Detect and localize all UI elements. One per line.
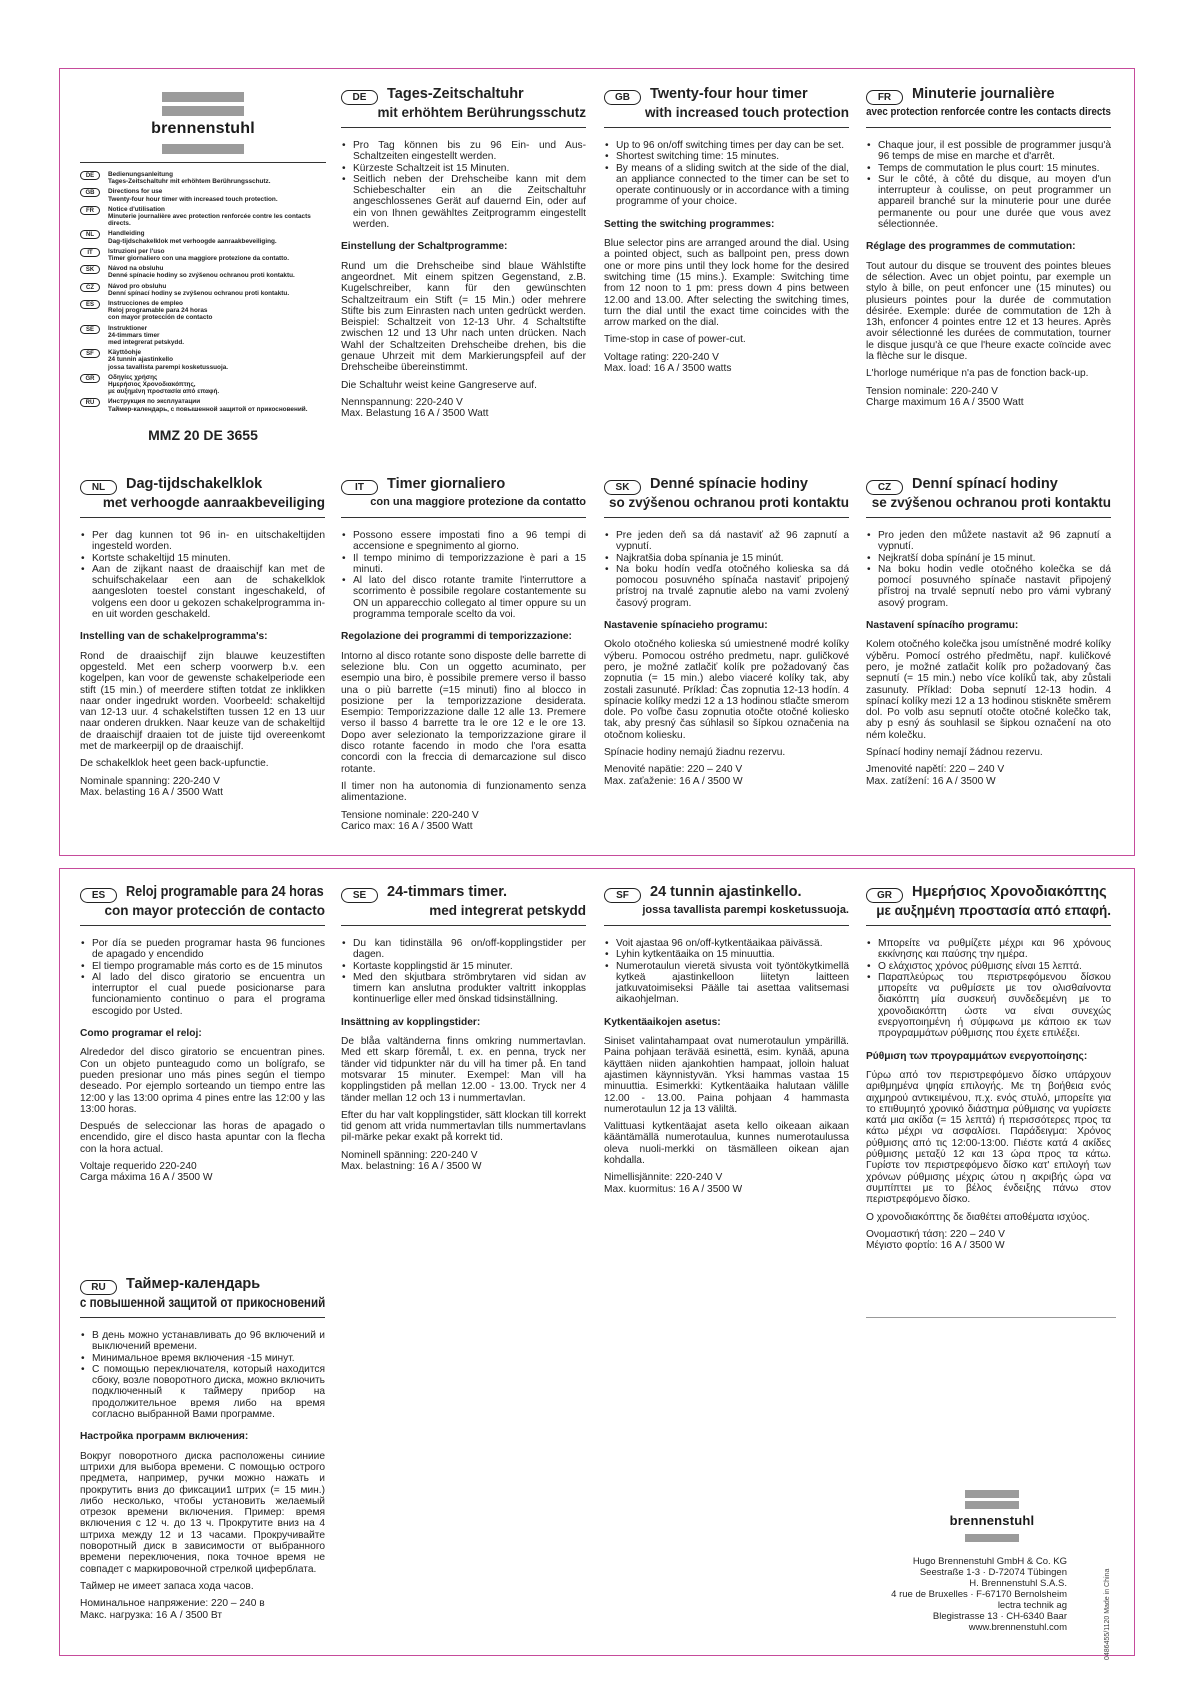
feature-list xyxy=(604,140,849,208)
spec-line: Max. belastning: 16 A / 3500 W xyxy=(341,1161,482,1173)
feature-item: • Temps de commutation le plus court: 15 minutes. xyxy=(866,163,1111,174)
feature-item: • Por día se pueden programar hasta 96 funciones de apagado y encendido xyxy=(80,938,325,961)
language-entry xyxy=(80,171,326,185)
feature-list xyxy=(604,938,849,1006)
section-it xyxy=(341,476,586,832)
feature-item: • Na boku hodin vedle otočného kolečka se dá pomocí posuvného spínače nastavit připojený přístroj na trvalé sepnutí nebo pro vámi vybraný asový program. xyxy=(866,564,1111,609)
section-de xyxy=(341,86,586,420)
section-title: Denní spínací hodiny xyxy=(912,476,1058,492)
feature-item: • Numerotaulun vieretä sivusta voit työntökytkimellä kytkeä ajastinkelloon liitetyn laitteen jatkuvatoimiseksi Päälle tai asettaa valitsemasi aikaohjelman. xyxy=(604,961,849,1006)
language-badge: GR xyxy=(80,374,100,383)
language-badge: DE xyxy=(80,171,100,180)
language-entry-text: Istruzioni per l'uso xyxy=(108,247,165,255)
instructions-heading: Como programar el reloj: xyxy=(80,1028,202,1040)
language-badge: GR xyxy=(866,888,903,903)
spec-line: Menovité napätie: 220 – 240 V xyxy=(604,764,743,776)
spec-line: Carga máxima 16 A / 3500 W xyxy=(80,1172,213,1184)
instructions-paragraph: De blåa valtänderna finns omkring nummertavlan. Med ett skarp föremål, t. ex. en penna, tryck ner tänder vid tidpunkter när du vill ha timer på. En tand motsvarar 15 minuter. Exempel: Man vill ha kopplingstiden på mellan 12.00 - 13.00. Tryck ner 4 tänder mellan 12 och 13 i nummertavlan. xyxy=(341,1036,586,1104)
language-badge: NL xyxy=(80,230,100,239)
language-entry-text: con mayor protección de contacto xyxy=(108,314,213,322)
section-heading xyxy=(80,884,325,926)
footer-logo xyxy=(932,1490,1052,1546)
language-entry xyxy=(80,188,326,202)
section-title: Reloj programable para 24 horas xyxy=(126,884,324,900)
instructions-heading: Setting the switching programmes: xyxy=(604,218,775,230)
section-subtitle: met verhoogde aanraakbeveiliging xyxy=(102,495,325,510)
feature-list xyxy=(604,530,849,609)
feature-item: • Najkratšia doba spínania je 15 minút. xyxy=(604,553,849,564)
language-entry xyxy=(80,230,326,244)
language-badge: ES xyxy=(80,300,100,309)
section-se xyxy=(341,884,586,1173)
language-badge: SK xyxy=(604,480,641,495)
language-badge: ES xyxy=(80,888,117,903)
feature-item: • Kortaste kopplingstid är 15 minuter. xyxy=(341,961,586,972)
instructions-paragraph: Spínací hodiny nemají žádnou rezervu. xyxy=(866,747,1043,759)
section-es xyxy=(80,884,325,1184)
section-title: Tages-Zeitschaltuhr xyxy=(387,86,524,102)
feature-item: • В день можно устанавливать до 96 включений и выключений времени. xyxy=(80,1330,325,1353)
spec-line: Voltaje requerido 220-240 xyxy=(80,1161,197,1173)
section-heading xyxy=(79,1276,325,1318)
language-entry xyxy=(80,300,326,322)
instructions-paragraph: Valittuasi kytkentäajat aseta kello oikeaan aikaan kääntämällä numerotaulua, kunnes numerotaulussa oleva nuoli-merkki on täsmälleen oikean ajan kohdalla. xyxy=(604,1121,849,1167)
instructions-paragraph: Tout autour du disque se trouvent des pointes bleues de sélection. Avec un objet pointu, par exemple un stylo à bille, on peut enfoncer une (15 minutes) ou plusieurs pointes pour la durée de commutation désirée. Exemple: durée de commutation de 12h à 13h, enfoncer 4 pointes entre 12 et 13 heures. Après avoir sélectionné les durées de commutation, tourner le disque jusqu'à ce que l'heure exacte coïncide avec la flèche sur le disque. xyxy=(866,260,1111,363)
instructions-heading: Insättning av kopplingstider: xyxy=(341,1016,481,1028)
instructions-paragraph: Kolem otočného kolečka jsou umístněné modré kolíky výběru. Pomocí ostrého předmětu, např. kuličkové pero, je možné zatlačit kolík pro požadovaný čas sepnutí (= 15 min.) nebo více kolíků tak, aby zůstali zasunuty. Příklad: Doba sepnutí 12-13 hodin. 4 spínací kolíky mezi 12 a 13 hodinou stiskněte směrem dol. Po volb asu sepnutí otočte otočné kolečko tak, aby p esný ás souhlasil se šipkou označení na oto ném kolečku. xyxy=(866,639,1111,741)
feature-item: • Lyhin kytkentäaika on 15 minuuttia. xyxy=(604,949,849,960)
language-entry-text: Таймер-календарь, с повышенной защитой от прикосновений. xyxy=(108,405,308,413)
language-entry-text: Reloj programable para 24 horas xyxy=(108,307,208,315)
section-sf xyxy=(604,884,849,1195)
language-badge: CZ xyxy=(80,283,100,292)
section-title: Minuterie journalière xyxy=(912,86,1055,102)
instructions-heading: Einstellung der Schaltprogramme: xyxy=(341,241,508,253)
language-badge: SF xyxy=(80,349,100,358)
feature-item: • Il tempo minimo di temporizzazione è pari a 15 minuti. xyxy=(341,553,586,576)
feature-item: • Ο ελάχιστος χρόνος ρύθμισης είναι 15 λεπτά. xyxy=(866,961,1111,972)
instructions-paragraph: Γύρω από τον περιστρεφόμενο δίσκο υπάρχουν αριθμημένα ψηφία επιλογής. Με τη βοήθεια ενός αιχμηρού αντικειμένου, π.χ. ενός στυλό, μπορείτε για το επιθυμητό χρονικό διάστημα ρύθμισης να γυρίσετε κατά μια ακίδα (= 15 λεπτά) ή περισσότερες προς τα κάτω μέχρι να ασφαλίσει. Παράδειγμα: Χρόνος ρύθμισης από τις 12:00-13:00. Πιέστε κατά 4 ακίδες ρύθμισης μεταξύ 12 και 13 ώρα προς τα κάτω. Γυρίστε τον περιστρεφόμενο δίσκο κατ' επιλογή των χρόνων ρύθμισης μέχρις ώτου η ακριβής ώρα να συμπίπτει με το βέλος ένδειξης πάνω στον περιστρεφόμενο δίσκο. xyxy=(866,1069,1111,1206)
language-list xyxy=(80,171,326,413)
feature-item: • Med den skjutbara strömbrytaren vid sidan av timern kan anslutna produkter valtritt inkopplas kontinuerlige eller med önskad tidsinställning. xyxy=(341,972,586,1006)
feature-item: • El tiempo programable más corto es de 15 minutos xyxy=(80,961,325,972)
language-badge: FR xyxy=(80,206,100,215)
instructions-paragraph: Ο χρονοδιακόπτης δε διαθέτει αποθέματα ισχύος. xyxy=(866,1211,1090,1223)
language-entry-text: Ημερήσιος Χρονοδιακόπτης, xyxy=(108,381,196,389)
feature-item: • Παραπλεύρως του περιστρεφόμενου δίσκου μπορείτε να ρυθμίσετε με τον ολισθαίνοντα διακόπτη μία συσκευή συνδεδεμένη με το χρονοδιακόπτη ώστε να είναι συνεχώς ενεργοποιημένη ή σύμφωνα με κάποιο εκ των προγραμμάτων ρύθμισης που έχετε επιλέξει. xyxy=(866,972,1111,1040)
feature-item: • Al lato del disco rotante tramite l'interruttore a scorrimento è possibile regolare costantemente su ON un apparecchio collegato al timer oppure su un programma temporale scelto da voi. xyxy=(341,575,586,620)
language-entry xyxy=(80,325,326,347)
spec-line: Max. belasting 16 A / 3500 Watt xyxy=(80,786,223,798)
language-badge: DE xyxy=(341,90,378,105)
language-entry-text: Návod pro obsluhu xyxy=(108,282,167,290)
section-heading xyxy=(341,884,586,926)
spec-line: Ονομαστική τάση: 220 – 240 V xyxy=(866,1228,1005,1240)
address-line[interactable]: www.brennenstuhl.com xyxy=(968,1622,1067,1633)
instructions-paragraph: Таймер не имеет запаса хода часов. xyxy=(80,1580,254,1592)
language-entry xyxy=(80,283,326,297)
spec-line: Nominell spänning: 220-240 V xyxy=(341,1149,478,1161)
feature-list xyxy=(866,140,1111,230)
language-badge: SK xyxy=(80,265,100,274)
spec-line: Max. Belastung 16 A / 3500 Watt xyxy=(341,408,489,420)
spec-line: Nennspannung: 220-240 V xyxy=(341,396,463,408)
feature-item: • Possono essere impostati fino a 96 tempi di accensione e spegnimento al giorno. xyxy=(341,530,586,553)
language-entry-text: med integrerat petskydd. xyxy=(108,339,184,347)
brand-logo: brennenstuhl xyxy=(151,120,255,137)
language-badge: IT xyxy=(80,248,100,257)
section-subtitle: with increased touch protection xyxy=(644,105,849,120)
instructions-paragraph: Rund um die Drehscheibe sind blaue Wählstifte angeordnet. Mit einem spitzen Gegenstand, z.B. Kugelschreiber, kann für den gewünschten Schaltzeitraum ein Stift (= 15 Min.) oder mehrere Stifte bis zum Einrasten nach unten gedrückt werden. Beispiel: Schaltzeit von 12-13 Uhr. 4 Schaltstifte zwischen 12 und 13 Uhr nach unten drücken. Nach Wahl der Schaltzeiten Drehscheibe drehen, bis die genaue Uhrzeit mit dem Markierungspfeil auf der Drehscheibe übereinstimmt. xyxy=(341,260,586,374)
instructions-paragraph: Intorno al disco rotante sono disposte delle barrette di selezione blu. Con un oggetto acuminato, per esempio una biro, è possibile premere verso il basso una o più barrette (=15 minuti) fino al blocco in posizione per la temporizzazione desiderata. Esempio: Temporizzazione dalle 12 alle 13. Premere verso il basso 4 barrette tra le ore 12 e le ore 13. Dopo aver selezionato la temporizzazione girare il disco rotante facendo in modo che l'ora esatta concordi con la freccia di demarcazione sul disco rotante. xyxy=(341,650,586,775)
language-badge: FR xyxy=(866,90,903,105)
language-entry xyxy=(80,206,326,228)
instructions-paragraph: Spínacie hodiny nemajú žiadnu rezervu. xyxy=(604,747,786,759)
feature-item: • Минимальное время включения -15 минут. xyxy=(80,1353,325,1364)
section-title: 24 tunnin ajastinkello. xyxy=(650,884,802,900)
language-entry-text: Timer giornaliero con una maggiore protezione da contatto. xyxy=(108,255,289,263)
feature-list xyxy=(80,938,325,1017)
instructions-heading: Instelling van de schakelprogramma's: xyxy=(80,631,268,643)
section-title: 24-timmars timer. xyxy=(387,884,508,900)
address-line: Seestraße 1-3 · D-72074 Tübingen xyxy=(919,1567,1067,1578)
language-entry-text: Dag-tijdschakelklok met verhoogde aanraakbeveiliging. xyxy=(108,237,277,245)
instructions-heading: Réglage des programmes de commutation: xyxy=(866,241,1076,253)
language-entry-text: jossa tavallista parempi kosketussuoja. xyxy=(108,363,229,371)
language-entry-text: Tages-Zeitschaltuhr mit erhöhtem Berührungsschutz. xyxy=(108,178,271,186)
section-subtitle: avec protection renforcée contre les contacts directs xyxy=(866,106,1111,118)
address-line: 4 rue de Bruxelles · F-67170 Bernolsheim xyxy=(891,1589,1067,1600)
spec-line: Carico max: 16 A / 3500 Watt xyxy=(341,820,473,832)
section-heading xyxy=(80,476,325,518)
spec-line: Max. load: 16 A / 3500 watts xyxy=(604,363,732,375)
language-entry-text: Minuterie journalière avec protection renforcée contre les contacts directs. xyxy=(108,213,311,228)
spec-line: Номинальное напряжение: 220 – 240 в xyxy=(80,1598,265,1610)
section-subtitle: so zvýšenou ochranou proti kontaktu xyxy=(608,495,849,510)
brand-logo-bars-bottom xyxy=(162,144,244,154)
language-badge: RU xyxy=(80,1280,117,1295)
language-badge: NL xyxy=(80,480,117,495)
section-heading xyxy=(341,86,586,128)
instructions-heading: Kytkentäaikojen asetus: xyxy=(604,1016,721,1028)
feature-list xyxy=(866,938,1111,1040)
section-title: Twenty-four hour timer xyxy=(650,86,808,102)
instructions-paragraph: Efter du har valt kopplingstider, sätt klockan till korrekt tid genom att vrida nummertavlan tills nummertavlans pil-märke pekar exakt på korrekt tid. xyxy=(341,1109,586,1144)
feature-item: • Kortste schakeltijd 15 minuten. xyxy=(80,553,325,564)
instructions-paragraph: Okolo otočného kolieska sú umiestnené modré kolíky výberu. Pomocou ostrého predmetu, napr. guličkové pero, je možné zatlačiť kolík pre požadovaný čas zopnutia (= 15 min.) alebo viaceré kolíky tak, aby zostali zasunuté. Príklad: Čas zopnutia 12-13 hodín. 4 spínacie kolíky medzi 12 a 13 hodinou stlačte smerom dole. Po voľbe času zopnutia otočte otočné koliesko tak, aby presný čas súhlasil so šípkou označenia na otočnom koliesku. xyxy=(604,639,849,741)
section-subtitle: jossa tavallista parempi kosketussuoja. xyxy=(642,904,849,916)
language-entry-text: Denní spínací hodiny se zvýšenou ochranou proti kontaktu. xyxy=(108,289,290,297)
language-entry xyxy=(80,398,326,412)
divider xyxy=(866,1317,1116,1318)
instructions-paragraph: Siniset valintahampaat ovat numerotaulun ympärillä. Paina pohjaan terävää esinettä, esim. kynää, apuna käyttäen niiden ajankohtien hampaat, jolloin haluat ajastimen käynnistyvän. Yksi hammas vastaa 15 minuuttia. Esimerkki: Kytkentäaika halutaan välille 12.00 - 13.00. Paina pohjaan 4 hammasta numerotaulun 12 ja 13 väliltä. xyxy=(604,1036,849,1115)
instructions-paragraph: Il timer non ha autonomia di funzionamento senza alimentazione. xyxy=(341,780,586,804)
feature-item: • Μπορείτε να ρυθμίζετε μέχρι και 96 χρόνους εκκίνησης και παύσης την ημέρα. xyxy=(866,938,1111,961)
section-title: Timer giornaliero xyxy=(387,476,506,492)
instructions-paragraph: Die Schaltuhr weist keine Gangreserve auf. xyxy=(341,379,537,391)
spec-line: Voltage rating: 220-240 V xyxy=(604,351,719,363)
feature-item: • Kürzeste Schaltzeit ist 15 Minuten. xyxy=(341,163,586,174)
instructions-paragraph: Rond de draaischijf zijn blauwe keuzestiften opgesteld. Met een scherp voorwerp b.v. een kogelpen, kan voor de gewenste schakelperiode een stift (15 min.) of meerdere stiften totdat ze inklikken naar onder ingedrukt worden. Voorbeeld: schakeltijd van 12-13 uur. 4 schakelstiften tussen 12 en 13 uur naar onderen drukken. Naar keuze van de schakeltijd de draaischijf draaien tot de juiste tijd overeenkomt met de markeerpijl op de draaischijf. xyxy=(80,650,325,753)
section-gb xyxy=(604,86,849,375)
section-fr xyxy=(866,86,1111,408)
language-badge: GB xyxy=(604,90,641,105)
feature-item: • By means of a sliding switch at the side of the dial, an appliance connected to the timer can be set to operate continuously or in accordance with a timing programme of your choice. xyxy=(604,163,849,208)
footer-address xyxy=(877,1556,1067,1633)
section-sk xyxy=(604,476,849,787)
spec-line: Charge maximum 16 A / 3500 Watt xyxy=(866,396,1024,408)
address-line: Blegistrasse 13 · CH-6340 Baar xyxy=(932,1611,1067,1622)
instructions-paragraph: Time-stop in case of power-cut. xyxy=(604,334,746,346)
section-nl xyxy=(80,476,325,798)
instructions-paragraph: De schakelklok heet geen back-upfunctie. xyxy=(80,758,269,770)
language-entry-text: Twenty-four hour timer with increased touch protection. xyxy=(108,195,278,203)
feature-item: • С помощью переключателя, который находится сбоку, возле поворотного диска, можно включить подключенный к таймеру прибор на продолжительное время либо на время согласно выбранной Вами программе. xyxy=(80,1364,325,1420)
feature-list xyxy=(341,140,586,230)
feature-item: • Aan de zijkant naast de draaischijf kan met de schuifschakelaar een aan de schakelklok aangesloten toestel constant ingeschakeld, of volgens een door u gekozen schakelprogramma in- en uit worden geschakeld. xyxy=(80,564,325,620)
language-entry-text: Denné spínacie hodiny so zvýšenou ochranou proti kontaktu. xyxy=(108,272,295,280)
language-entry-text: με αυξημένη προστασία από επαφή. xyxy=(108,388,220,396)
section-subtitle: con mayor protección de contacto xyxy=(104,903,325,918)
section-subtitle: se zvýšenou ochranou proti kontaktu xyxy=(871,495,1111,510)
section-subtitle: με αυξημένη προστασία από επαφή. xyxy=(876,903,1111,918)
section-subtitle: med integrerat petskydd xyxy=(429,903,586,918)
language-badge: IT xyxy=(341,480,378,495)
language-entry xyxy=(80,349,326,371)
language-badge: GB xyxy=(80,188,100,197)
language-entry-text: Handleiding xyxy=(108,230,145,238)
spec-line: Tension nominale: 220-240 V xyxy=(866,385,998,397)
model-number: MMZ 20 DE 3655 xyxy=(148,426,258,443)
language-entry-text: 24 tunnin ajastinkello xyxy=(108,356,173,364)
instructions-heading: Nastavenie spínacieho programu: xyxy=(604,620,768,632)
feature-item: • Pro Tag können bis zu 96 Ein- und Aus-Schaltzeiten eingestellt werden. xyxy=(341,140,586,163)
language-badge: SE xyxy=(341,888,378,903)
feature-item: • Shortest switching time: 15 minutes. xyxy=(604,151,849,162)
feature-list xyxy=(341,530,586,620)
language-entry xyxy=(80,265,326,279)
language-entry-text: Οδηγίες χρήσης xyxy=(108,373,158,381)
section-heading xyxy=(604,476,849,518)
spec-line: Μέγιστο φορτίο: 16 A / 3500 W xyxy=(866,1240,1005,1252)
feature-list xyxy=(866,530,1111,609)
feature-item: • Chaque jour, il est possible de programmer jusqu'à 96 temps de mise en marche et d'arrêt. xyxy=(866,140,1111,163)
section-heading xyxy=(604,86,849,128)
instructions-paragraph: Вокруг поворотного диска расположены синиие штрихи для выбора времени. С помощью острого предмета, например, ручки можно нажать и прокрутить вниз до фиксации1 штрих (= 15 мин.) либо несколько, чтобы установить желаемый отрезок времени включения. Пример: время включения с 12 ч. до 13 ч. Прокрутите вниз на 4 штриха между 12 и 13 часами. Прокручивайте поворотный диск в зависимости от выбранного времени переключения, пока точное время не совпадет с маркировочной стрелкой циферблата. xyxy=(80,1450,325,1575)
cover-column xyxy=(80,92,326,443)
feature-list xyxy=(80,1330,325,1420)
feature-item: • Al lado del disco giratorio se encuentra un interruptor el cual puede posicionarse para funcionamiento continuo o para el programa escogido por Usted. xyxy=(80,972,325,1017)
instructions-paragraph: L'horloge numérique n'a pas de fonction back-up. xyxy=(866,368,1089,380)
section-subtitle: mit erhöhtem Berührungsschutz xyxy=(377,105,586,120)
section-cz xyxy=(866,476,1111,787)
feature-item: • Na boku hodín vedľa otočného kolieska sa dá pomocou posuvného spínača nastaviť pripojený prístroj na trvalé zapnutie alebo na vami zvolený časový program. xyxy=(604,564,849,609)
feature-item: • Up to 96 on/off switching times per day can be set. xyxy=(604,140,849,151)
spec-line: Nominale spanning: 220-240 V xyxy=(80,775,220,787)
instructions-heading: Regolazione dei programmi di temporizzazione: xyxy=(341,631,572,643)
address-line: H. Brennenstuhl S.A.S. xyxy=(969,1578,1067,1589)
instructions-paragraph: Alrededor del disco giratorio se encuentran pines. Con un objeto punteagudo como un bolígrafo, se pueden presionar uno más pines según el tiempo deseado. Por ejemplo sorteando un tiempo entre las 12:00 y las 13:00 oprima 4 pines entre las 12:00 y las 13:00 horas. xyxy=(80,1047,325,1115)
section-heading xyxy=(604,884,849,926)
instructions-paragraph: Después de seleccionar las horas de apagado o encendido, gire el disco hasta apuntar con la flecha con la hora actual. xyxy=(80,1121,325,1155)
language-badge: SF xyxy=(604,888,641,903)
spec-line: Max. zatížení: 16 A / 3500 W xyxy=(866,775,996,787)
section-subtitle: с повышенной защитой от прикосновений xyxy=(79,1295,325,1310)
section-heading xyxy=(866,86,1111,128)
language-entry-text: Návod na obsluhu xyxy=(108,265,164,273)
section-title: Dag-tijdschakelklok xyxy=(126,476,263,492)
language-badge: CZ xyxy=(866,480,903,495)
section-title: Таймер-календарь xyxy=(126,1276,261,1292)
feature-item: • Sur le côté, à côté du disque, au moyen d'un interrupteur à coulisse, on peut programmer un appareil branché sur la minuterie pour une durée permanente ou pour une durée que vous avez sélectionnée. xyxy=(866,174,1111,230)
address-line: lectra technik ag xyxy=(997,1600,1067,1611)
language-entry-text: Instrucciones de empleo xyxy=(108,300,183,308)
feature-list xyxy=(80,530,325,620)
section-gr xyxy=(866,884,1111,1252)
brand-logo-bars xyxy=(162,92,244,116)
language-badge: SE xyxy=(80,325,100,334)
language-entry-text: Directions for use xyxy=(108,188,163,196)
spec-line: Tensione nominale: 220-240 V xyxy=(341,809,479,821)
spec-line: Max. kuormitus: 16 A / 3500 W xyxy=(604,1183,743,1195)
language-entry xyxy=(80,248,326,262)
spec-line: Макс. нагрузка: 16 А / 3500 Вт xyxy=(80,1609,222,1621)
address-line: Hugo Brennenstuhl GmbH & Co. KG xyxy=(912,1556,1067,1567)
spec-line: Jmenovité napětí: 220 – 240 V xyxy=(866,764,1005,776)
instructions-paragraph: Blue selector pins are arranged around the dial. Using a pointed object, such as ballpoint pen, press down one or more pins until they lock home for the desired switching time (15 mins.). Example: Switching time from 12 noon to 1 pm: press down 4 pins between 12.00 and 13.00. After selecting the switching times, turn the dial until the exact time coincides with the arrow marked on the dial. xyxy=(604,238,849,329)
spec-line: Max. zaťaženie: 16 A / 3500 W xyxy=(604,775,743,787)
language-entry-text: Instruktioner xyxy=(108,324,148,332)
instructions-heading: Ρύθμιση των προγραμμάτων ενεργοποίησης: xyxy=(866,1050,1088,1062)
instructions-heading: Nastavení spínacího programu: xyxy=(866,620,1019,632)
feature-item: • Pre jeden deň sa dá nastaviť až 96 zapnutí a vypnutí. xyxy=(604,530,849,553)
footer-brand: brennenstuhl xyxy=(949,1513,1035,1528)
section-ru xyxy=(79,1276,325,1621)
language-entry-text: 24-timmars timer xyxy=(108,331,160,339)
section-heading xyxy=(341,476,586,518)
section-title: Denné spínacie hodiny xyxy=(650,476,808,492)
feature-list xyxy=(341,938,586,1006)
feature-item: • Nejkratší doba spínání je 15 minut. xyxy=(866,553,1111,564)
language-entry xyxy=(80,374,326,396)
feature-item: • Voit ajastaa 96 on/off-kytkentäaikaa päivässä. xyxy=(604,938,849,949)
section-title: Ημερήσιος Χρονοδιακόπτης xyxy=(912,884,1107,900)
language-entry-text: Bedienungsanleitung xyxy=(108,171,173,178)
language-entry-text: Notice d'utilisation xyxy=(108,205,165,213)
feature-item: • Du kan tidinställa 96 on/off-kopplingstider per dagen. xyxy=(341,938,586,961)
instructions-heading: Настройка программ включения: xyxy=(80,1431,249,1443)
language-badge: RU xyxy=(80,398,100,407)
language-entry-text: Инструкция по эксплуатации xyxy=(108,398,201,406)
feature-item: • Pro jeden den můžete nastavit až 96 zapnutí a vypnutí. xyxy=(866,530,1111,553)
language-entry-text: Käyttöohje xyxy=(108,349,142,357)
section-subtitle: con una maggiore protezione da contatto xyxy=(370,496,586,508)
feature-item: • Per dag kunnen tot 96 in- en uitschakeltijden ingesteld worden. xyxy=(80,530,325,553)
side-code: 0486455/1120 Made in China xyxy=(1104,1568,1111,1660)
feature-item: • Seitlich neben der Drehscheibe kann mit dem Schiebeschalter ein an die Zeitschaltuhr angeschlossenes Gerät auf dauernd Ein, oder auf ein von Ihnen gewähltes Zeitprogramm eingestellt werden. xyxy=(341,174,586,230)
spec-line: Nimellisjännite: 220-240 V xyxy=(604,1172,723,1184)
section-heading xyxy=(866,476,1111,518)
section-heading xyxy=(866,884,1111,926)
